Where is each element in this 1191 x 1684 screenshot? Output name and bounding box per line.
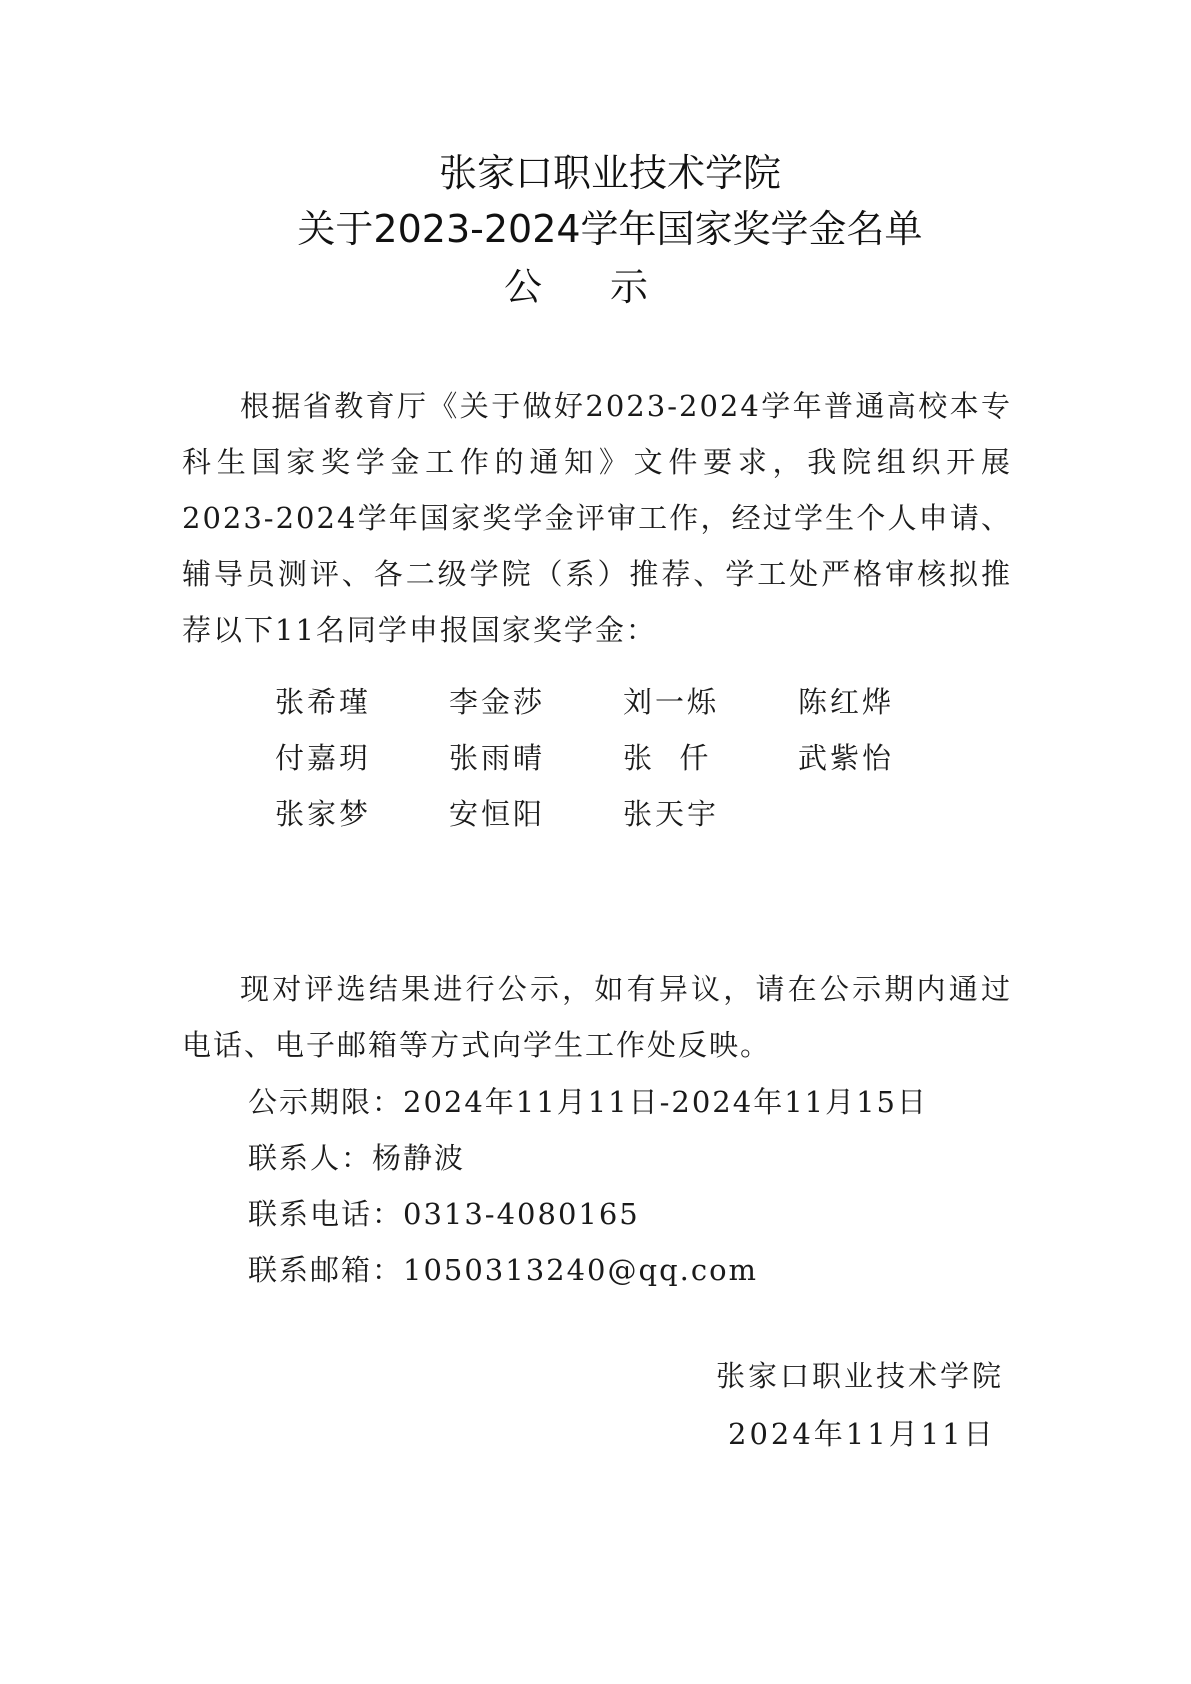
student-name: 刘一烁 <box>623 685 720 719</box>
intro-paragraph: 根据省教育厅《关于做好2023-2024学年普通高校本专科生国家奖学金工作的通知》文件要求，我院组织开展2023-2024学年国家奖学金评审工作，经过学生个人申请、辅导员测评、各二级学院（系）推荐、学工处严格审核拟推荐以下11名同学申报国家奖学金： <box>182 389 1012 647</box>
title-line-3: 公示 <box>503 265 716 309</box>
notice-paragraph: 现对评选结果进行公示，如有异议，请在公示期内通过电话、电子邮箱等方式向学生工作处反映。 <box>182 972 1012 1062</box>
title-line-1: 张家口职业技术学院 <box>438 151 781 195</box>
title-line-2: 关于2023-2024学年国家奖学金名单 <box>297 207 923 251</box>
signature-date: 2024年11月11日 <box>728 1417 996 1451</box>
student-name: 李金莎 <box>449 685 546 719</box>
contact-person: 联系人：杨静波 <box>248 1141 466 1175</box>
name-row <box>275 786 975 842</box>
student-name: 张 仟 <box>623 741 712 775</box>
student-name: 张希瑾 <box>275 685 372 719</box>
contact-email: 联系邮箱：1050313240@qq.com <box>248 1253 759 1287</box>
name-row <box>275 730 975 786</box>
contact-phone: 联系电话：0313-4080165 <box>248 1197 640 1231</box>
student-name: 付嘉玥 <box>275 741 372 775</box>
student-name: 张家梦 <box>275 797 372 831</box>
student-name: 张雨晴 <box>449 741 546 775</box>
student-name: 武紫怡 <box>798 741 895 775</box>
student-name: 安恒阳 <box>449 797 546 831</box>
publicity-period: 公示期限：2024年11月11日-2024年11月15日 <box>248 1085 929 1119</box>
name-list <box>275 674 975 842</box>
student-name: 张天宇 <box>623 797 720 831</box>
name-row <box>275 674 975 730</box>
signature-organization: 张家口职业技术学院 <box>716 1359 1005 1393</box>
student-name: 陈红烨 <box>798 685 895 719</box>
